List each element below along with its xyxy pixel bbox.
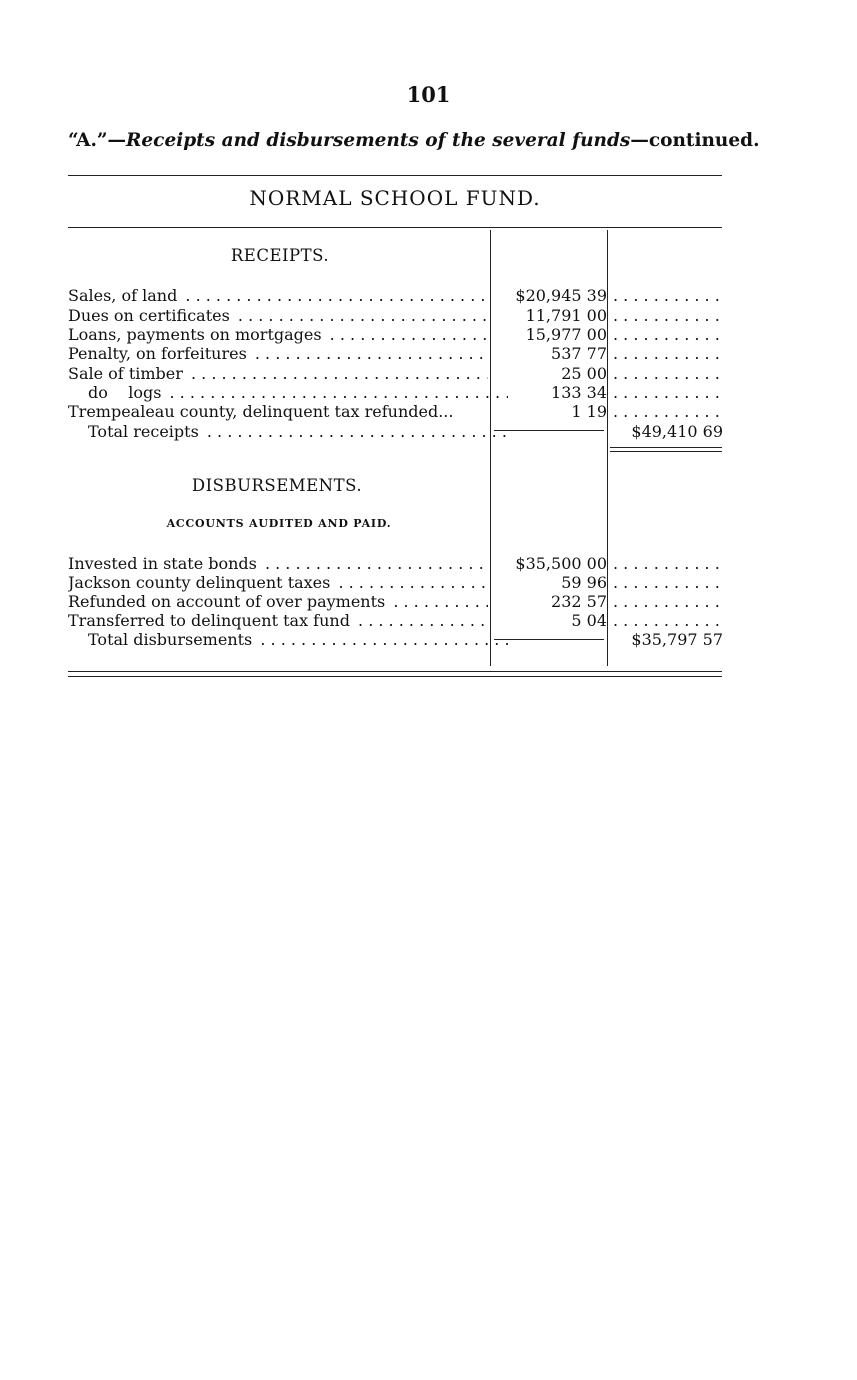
receipt-label: Sales, of land (68, 286, 180, 305)
table-bottom-rule-1 (68, 671, 722, 672)
caption-rule (68, 175, 722, 176)
disbursement-label: Invested in state bonds (68, 554, 260, 573)
disbursement-row (68, 592, 723, 612)
disbursement-label: Transferred to delinquent tax fund (68, 611, 353, 630)
receipt-row (68, 306, 723, 326)
receipt-label: Sale of timber (68, 364, 186, 383)
receipt-row (68, 325, 723, 345)
receipt-row (68, 402, 723, 422)
disbursement-amount: 5 04 (571, 611, 607, 630)
disbursements-total-label: Total disbursements (88, 630, 255, 649)
disbursements-heading: DISBURSEMENTS. (191, 476, 363, 495)
total-leaders (613, 344, 723, 364)
total-leaders (613, 383, 723, 403)
disbursement-amount: $35,500 00 (515, 554, 607, 573)
receipt-amount: 11,791 00 (525, 306, 607, 325)
receipt-label: Trempealeau county, delinquent tax refunded... (68, 402, 456, 421)
receipt-amount: 537 77 (551, 344, 607, 363)
disbursement-row (68, 554, 723, 574)
total-leaders (613, 573, 723, 593)
receipt-amount: 15,977 00 (525, 325, 607, 344)
caption-title: Receipts and disbursements of the several funds (126, 130, 631, 151)
fund-title: NORMAL SCHOOL FUND. (249, 186, 541, 210)
disbursement-row (68, 573, 723, 593)
receipts-heading: RECEIPTS. (230, 246, 330, 265)
title-rule (68, 227, 722, 228)
receipt-amount: 1 19 (571, 402, 607, 421)
disbursement-label: Refunded on account of over payments (68, 592, 388, 611)
disbursement-amount: 232 57 (551, 592, 607, 611)
disbursements-subheading: ACCOUNTS AUDITED AND PAID. (166, 517, 392, 530)
disbursements-total-row (68, 630, 723, 650)
receipt-label: Penalty, on forfeitures (68, 344, 250, 363)
caption-suffix: —continued. (630, 130, 760, 151)
receipt-amount: 133 34 (551, 383, 607, 402)
receipts-total-value: $49,410 69 (631, 422, 723, 441)
total-leaders (613, 592, 723, 612)
disbursement-row (68, 611, 723, 631)
page-number: 101 (406, 82, 451, 107)
receipt-amount: 25 00 (561, 364, 607, 383)
total-leaders (613, 554, 723, 574)
table-bottom-rule-2 (68, 676, 722, 677)
table-caption (68, 130, 760, 151)
receipt-label: Dues on certificates (68, 306, 233, 325)
caption-prefix: “A.”— (68, 130, 127, 151)
disbursements-total-value: $35,797 57 (631, 630, 723, 649)
receipts-total-rule-2 (610, 451, 722, 452)
total-leaders (613, 611, 723, 631)
total-leaders (613, 286, 723, 306)
receipt-row (68, 383, 723, 403)
receipt-label: do logs (88, 383, 164, 402)
total-leaders (613, 306, 723, 326)
receipt-row (68, 364, 723, 384)
receipt-amount: $20,945 39 (515, 286, 607, 305)
receipt-row (68, 344, 723, 364)
disbursement-amount: 59 96 (561, 573, 607, 592)
receipts-total-label: Total receipts (88, 422, 202, 441)
disbursement-label: Jackson county delinquent taxes (68, 573, 333, 592)
receipts-total-row (68, 422, 723, 442)
total-leaders (613, 325, 723, 345)
receipt-label: Loans, payments on mortgages (68, 325, 325, 344)
total-leaders (613, 364, 723, 384)
receipts-total-rule-1 (610, 447, 722, 448)
receipt-row (68, 286, 723, 306)
total-leaders (613, 402, 723, 422)
